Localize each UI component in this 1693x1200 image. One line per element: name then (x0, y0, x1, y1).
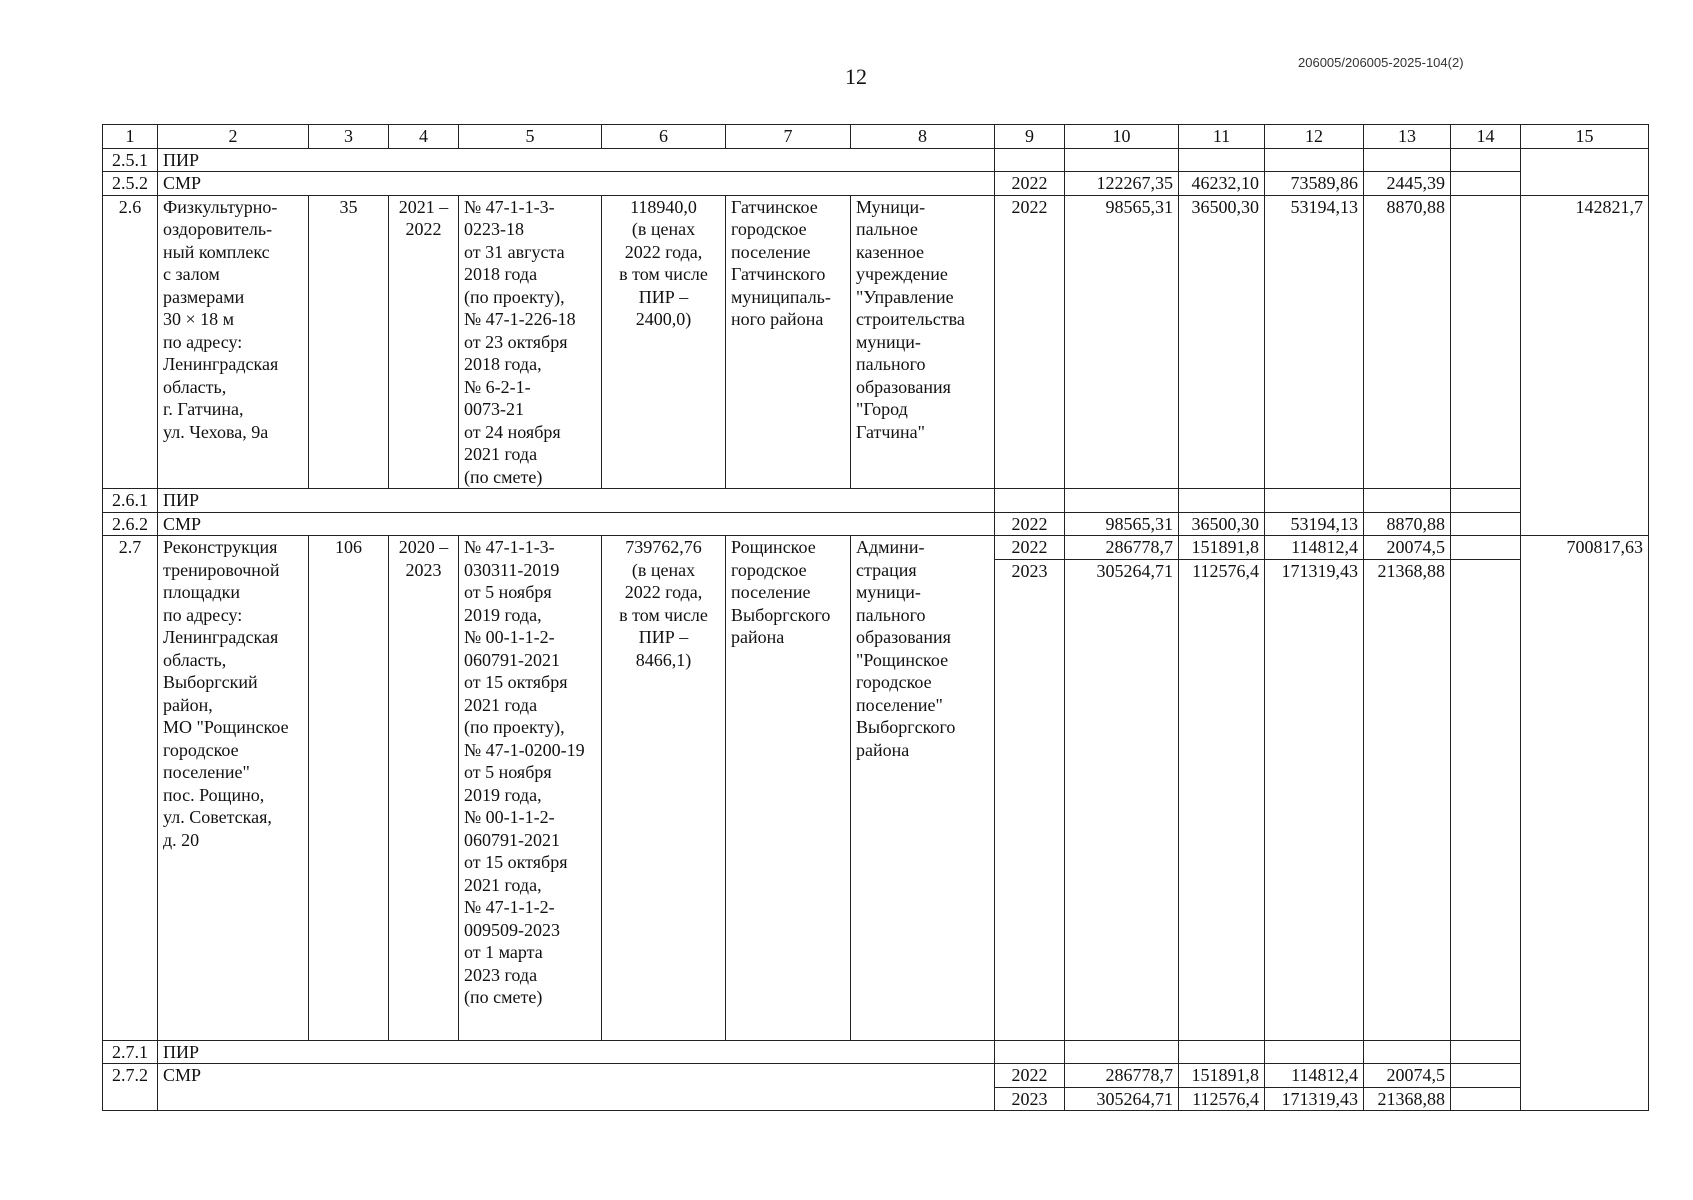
row-name: СМР (158, 1064, 995, 1111)
header-cell: 8 (851, 125, 995, 149)
value-cell: 122267,35 (1065, 172, 1179, 196)
value-cell: 112576,4 (1179, 559, 1265, 1040)
empty-cell (995, 489, 1065, 513)
table-row (103, 489, 1649, 513)
header-cell: 4 (389, 125, 459, 149)
expertise-cell: № 47-1-1-3- 0223-18 от 31 августа 2018 года (по проекту), № 47-1-226-18 от 23 октября 2018 года, № 6-2-1- 0073-21 от 24 ноября 2021 года (по смете) (459, 195, 602, 489)
empty-cell (995, 1040, 1065, 1064)
header-cell: 14 (1451, 125, 1521, 149)
value-cell: 20074,5 (1364, 536, 1451, 560)
table-row (103, 172, 1649, 196)
header-cell: 7 (726, 125, 851, 149)
value-cell: 36500,30 (1179, 195, 1265, 489)
row-code: 2.7 (103, 536, 158, 1041)
total-cell: 700817,63 (1521, 536, 1649, 1111)
year-cell: 2022 (995, 536, 1065, 560)
value-cell: 114812,4 (1265, 536, 1364, 560)
empty-cell (1364, 1040, 1451, 1064)
header-cell: 2 (158, 125, 309, 149)
document-code: 206005/206005-2025-104(2) (1298, 55, 1464, 70)
empty-cell (1451, 172, 1521, 196)
object-name: Физкультурно- оздоровитель- ный комплекс с залом размерами 30 × 18 м по адресу: Ленинградская область, г. Гатчина, ул. Чехова, 9а (158, 195, 309, 489)
period-cell: 2020 – 2023 (389, 536, 459, 1041)
value-cell: 53194,13 (1265, 195, 1364, 489)
header-cell: 6 (602, 125, 726, 149)
value-cell: 73589,86 (1265, 172, 1364, 196)
empty-cell (995, 148, 1065, 172)
row-code: 2.7.2 (103, 1064, 158, 1111)
empty-cell (1179, 489, 1265, 513)
value-cell: 286778,7 (1065, 1064, 1179, 1088)
year-cell: 2022 (995, 512, 1065, 536)
value-cell: 8870,88 (1364, 512, 1451, 536)
value-cell: 8870,88 (1364, 195, 1451, 489)
empty-cell (1521, 148, 1649, 195)
table-row (103, 536, 1649, 560)
empty-cell (1451, 489, 1521, 513)
empty-cell (1451, 1064, 1521, 1088)
value-cell: 171319,43 (1265, 559, 1364, 1040)
table-row (103, 148, 1649, 172)
value-cell: 114812,4 (1265, 1064, 1364, 1088)
customer-cell: Админи- страция муници- пального образования "Рощинское городское поселение" Выборгского района (851, 536, 995, 1041)
cost-cell: 739762,76 (в ценах 2022 года, в том числе ПИР – 8466,1) (602, 536, 726, 1041)
header-cell: 3 (309, 125, 389, 149)
empty-cell (1451, 1087, 1521, 1111)
customer-cell: Муници- пальное казенное учреждение "Управление строительства муници- пального образования "Город Гатчина" (851, 195, 995, 489)
empty-cell (1451, 512, 1521, 536)
municipality-cell: Рощинское городское поселение Выборгского района (726, 536, 851, 1041)
value-cell: 151891,8 (1179, 1064, 1265, 1088)
value-cell: 2445,39 (1364, 172, 1451, 196)
header-cell: 10 (1065, 125, 1179, 149)
header-cell: 1 (103, 125, 158, 149)
year-cell: 2022 (995, 172, 1065, 196)
row-name: СМР (158, 172, 995, 196)
empty-cell (1179, 1040, 1265, 1064)
empty-cell (1364, 489, 1451, 513)
financing-table (102, 124, 1649, 1111)
expertise-cell: № 47-1-1-3- 030311-2019 от 5 ноября 2019 года, № 00-1-1-2- 060791-2021 от 15 октября 2021 года (по проекту), № 47-1-0200-19 от 5 ноября 2019 года, № 00-1-1-2- 060791-2021 от 15 октября 2021 года, № 47-1-1-2- 009509-2023 от 1 марта 2023 года (по смете) (459, 536, 602, 1041)
period-cell: 2021 – 2022 (389, 195, 459, 489)
row-code: 2.6 (103, 195, 158, 489)
empty-cell (1451, 195, 1521, 489)
row-code: 2.7.1 (103, 1040, 158, 1064)
empty-cell (1451, 536, 1521, 560)
empty-cell (1179, 148, 1265, 172)
value-cell: 98565,31 (1065, 195, 1179, 489)
capacity-cell: 106 (309, 536, 389, 1041)
total-cell: 142821,7 (1521, 195, 1649, 536)
header-cell: 11 (1179, 125, 1265, 149)
year-cell: 2023 (995, 1087, 1065, 1111)
empty-cell (1451, 148, 1521, 172)
empty-cell (1065, 1040, 1179, 1064)
header-cell: 9 (995, 125, 1065, 149)
header-cell: 15 (1521, 125, 1649, 149)
row-name: ПИР (158, 1040, 995, 1064)
value-cell: 20074,5 (1364, 1064, 1451, 1088)
table-row (103, 1040, 1649, 1064)
value-cell: 46232,10 (1179, 172, 1265, 196)
empty-cell (1451, 1040, 1521, 1064)
header-cell: 13 (1364, 125, 1451, 149)
capacity-cell: 35 (309, 195, 389, 489)
row-code: 2.5.2 (103, 172, 158, 196)
empty-cell (1451, 559, 1521, 1040)
header-cell: 12 (1265, 125, 1364, 149)
year-cell: 2023 (995, 559, 1065, 1040)
value-cell: 36500,30 (1179, 512, 1265, 536)
empty-cell (1265, 489, 1364, 513)
empty-cell (1265, 1040, 1364, 1064)
value-cell: 286778,7 (1065, 536, 1179, 560)
value-cell: 98565,31 (1065, 512, 1179, 536)
value-cell: 21368,88 (1364, 1087, 1451, 1111)
header-cell: 5 (459, 125, 602, 149)
row-code: 2.6.2 (103, 512, 158, 536)
empty-cell (1364, 148, 1451, 172)
value-cell: 305264,71 (1065, 559, 1179, 1040)
row-name: СМР (158, 512, 995, 536)
value-cell: 53194,13 (1265, 512, 1364, 536)
row-name: ПИР (158, 148, 995, 172)
value-cell: 112576,4 (1179, 1087, 1265, 1111)
row-name: ПИР (158, 489, 995, 513)
page-number: 12 (845, 64, 867, 89)
table-row (103, 195, 1649, 489)
cost-cell: 118940,0 (в ценах 2022 года, в том числе ПИР – 2400,0) (602, 195, 726, 489)
value-cell: 171319,43 (1265, 1087, 1364, 1111)
municipality-cell: Гатчинское городское поселение Гатчинского муниципаль- ного района (726, 195, 851, 489)
empty-cell (1065, 148, 1179, 172)
table-row (103, 1064, 1649, 1088)
value-cell: 21368,88 (1364, 559, 1451, 1040)
row-code: 2.5.1 (103, 148, 158, 172)
row-code: 2.6.1 (103, 489, 158, 513)
year-cell: 2022 (995, 195, 1065, 489)
value-cell: 305264,71 (1065, 1087, 1179, 1111)
empty-cell (1265, 148, 1364, 172)
header-row (103, 125, 1649, 149)
empty-cell (1065, 489, 1179, 513)
value-cell: 151891,8 (1179, 536, 1265, 560)
table-row (103, 512, 1649, 536)
object-name: Реконструкция тренировочной площадки по адресу: Ленинградская область, Выборгский район, МО "Рощинское городское поселение" пос. Рощино, ул. Советская, д. 20 (158, 536, 309, 1041)
year-cell: 2022 (995, 1064, 1065, 1088)
